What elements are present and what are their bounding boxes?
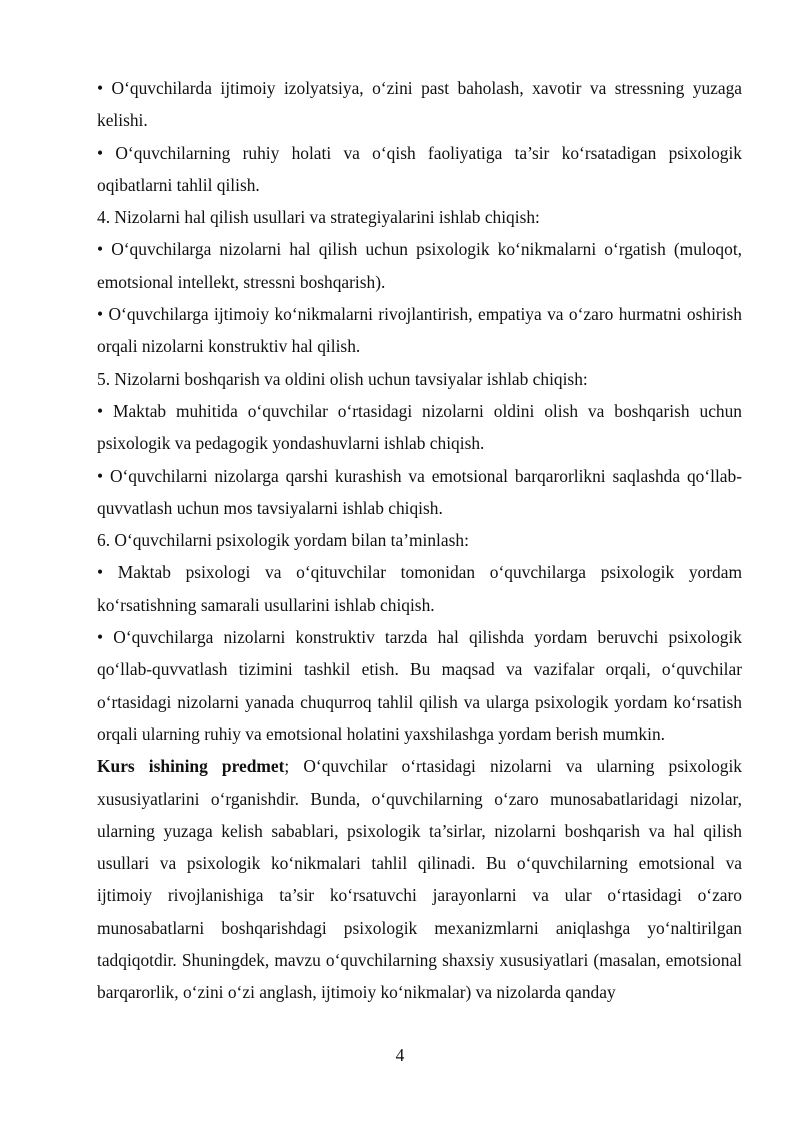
bullet-psychological-consequences: • O‘quvchilarning ruhiy holati va o‘qish faoliyatiga ta’sir ko‘rsatadigan psixologik oqibatlarni tahlil qilish. [97,142,742,195]
page-number: 4 [395,1045,405,1065]
bullet-support-system: • O‘quvchilarga nizolarni konstruktiv tarzda hal qilishda yordam beruvchi psixologik qo‘llab-quvvatlash tizimini tashkil etish. Bu maqsad va vazifalar orqali, o‘quvchilar o‘rtasidagi nizolarni yanada chuqurroq tahlil qilish va ularga psixologik yordam ko‘rsatish orqali ularning ruhiy va emotsional holatini yaxshilashga yordam berish mumkin. [97,627,742,744]
bullet-teach-skills: • O‘quvchilarga nizolarni hal qilish uchun psixologik ko‘nikmalarni o‘rgatish (muloqot, emotsional intellekt, stressni boshqarish). [97,239,742,292]
bullet-social-isolation: • O‘quvchilarda ijtimoiy izolyatsiya, o‘zini past baholash, xavotir va stressning yuzaga kelishi. [97,78,742,131]
subject-text: ; O‘quvchilar o‘rtasidagi nizolarni va ularning psixologik xususiyatlarini o‘rganishdir. Bunda, o‘quvchilarning o‘zaro munosabatlaridagi nizolar, ularning yuzaga kelish sabablari, psixologik ta’sirlar, nizolarni boshqarish va hal qilish usullari va psixologik ko‘nikmalari tahlil qilinadi. Bu o‘quvchilarning emotsional va ijtimoiy rivojlanishiga ta’sir ko‘rsatuvchi jarayonlarni va ular o‘rtasidagi o‘zaro munosabatlarni boshqarishdagi psixologik mexanizmlarni aniqlashga yo‘naltirilgan tadqiqotdir. Shuningdek, mavzu o‘quvchilarning shaxsiy xususiyatlari (masalan, emotsional barqarorlik, o‘zini o‘zi anglash, ijtimoiy ko‘nikmalar) va nizolarda qanday [97,756,742,1003]
subject-paragraph [97,750,742,1008]
bullet-recommendations: • O‘quvchilarni nizolarga qarshi kurashish va emotsional barqarorlikni saqlashda qo‘llab-quvvatlash uchun mos tavsiyalarni ishlab chiqish. [97,465,742,518]
item-4-heading: 4. Nizolarni hal qilish usullari va strategiyalarini ishlab chiqish: [97,207,540,228]
subject-label: Kurs ishining predmet [97,756,285,777]
item-6-heading: 6. O‘quvchilarni psixologik yordam bilan ta’minlash: [97,530,469,551]
bullet-school-environment: • Maktab muhitida o‘quvchilar o‘rtasidagi nizolarni oldini olish va boshqarish uchun psixologik va pedagogik yondashuvlarni ishlab chiqish. [97,400,742,454]
bullet-school-psychologist: • Maktab psixologi va o‘qituvchilar tomonidan o‘quvchilarga psixologik yordam ko‘rsatishning samarali usullarini ishlab chiqish. [97,562,742,615]
item-5-heading: 5. Nizolarni boshqarish va oldini olish uchun tavsiyalar ishlab chiqish: [97,368,588,389]
bullet-social-skills: • O‘quvchilarga ijtimoiy ko‘nikmalarni rivojlantirish, empatiya va o‘zaro hurmatni oshirish orqali nizolarni konstruktiv hal qilish. [97,304,742,357]
document-page [97,72,742,1009]
